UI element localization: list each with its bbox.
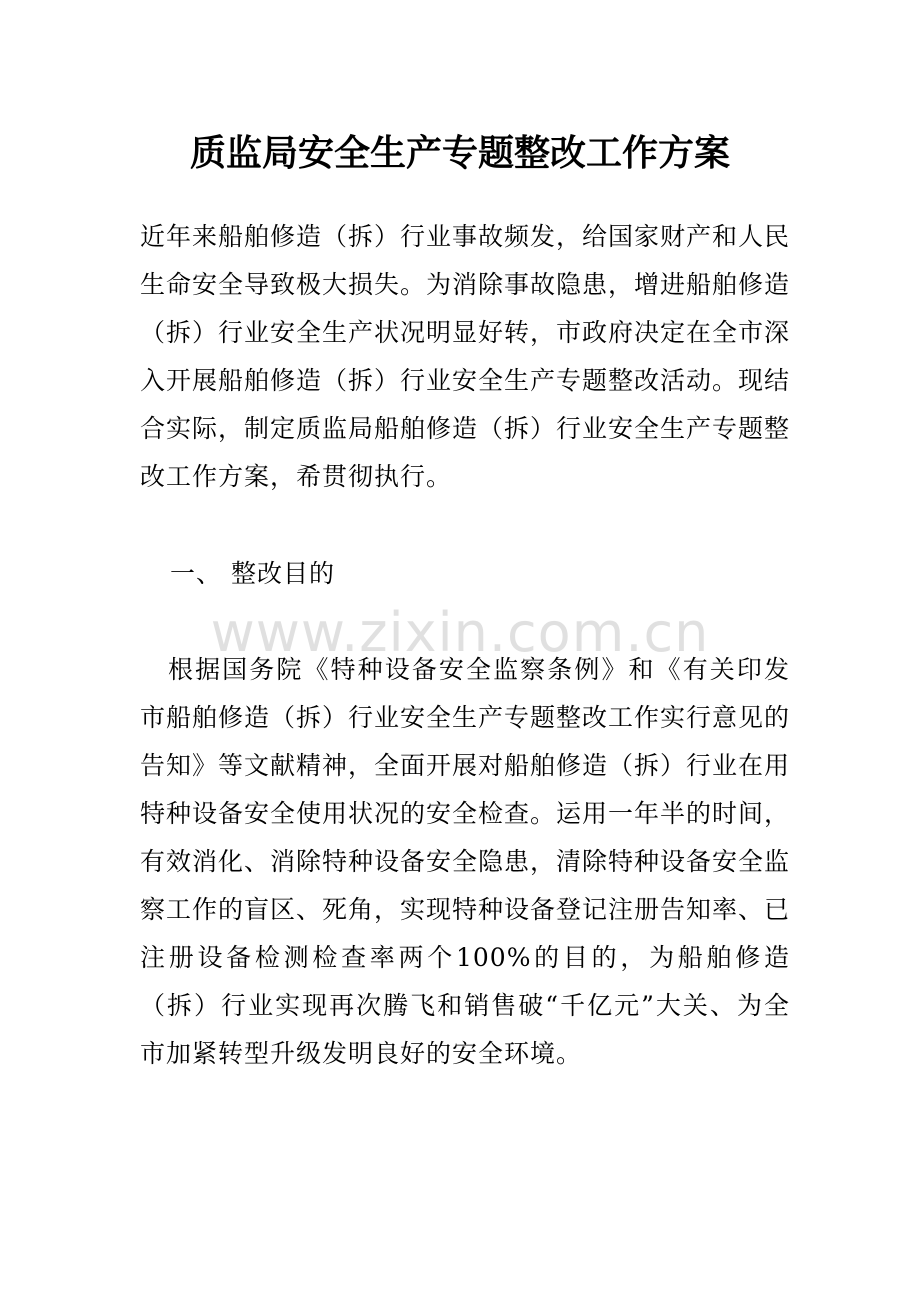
- intro-paragraph: 近年来船舶修造（拆）行业事故频发，给国家财产和人民生命安全导致极大损失。为消除事故隐患，增进船舶修造（拆）行业安全生产状况明显好转，市政府决定在全市深入开展船舶修造（拆）行业安全生产专题整改活动。现结合实际，制定质监局船舶修造（拆）行业安全生产专题整改工作方案，希贯彻执行。: [140, 222, 791, 491]
- watermark-text: www.zixin.com.cn: [210, 601, 710, 664]
- section-body-purpose: 根据国务院《特种设备安全监察条例》和《有关印发市船舶修造（拆）行业安全生产专题整改工作实行意见的告知》等文献精神，全面开展对船舶修造（拆）行业在用特种设备安全使用状况的安全检查。运用一年半的时间，有效消化、消除特种设备安全隐患，清除特种设备安全监察工作的盲区、死角，实现特种设备登记注册告知率、已注册设备检测检查率两个100%的目的，为船舶修造（拆）行业实现再次腾飞和销售破“千亿元”大关、为全市加紧转型升级发明良好的安全环境。: [140, 655, 791, 1068]
- section-heading-purpose: 一、 整改目的: [170, 559, 335, 588]
- document-title: 质监局安全生产专题整改工作方案: [189, 133, 730, 174]
